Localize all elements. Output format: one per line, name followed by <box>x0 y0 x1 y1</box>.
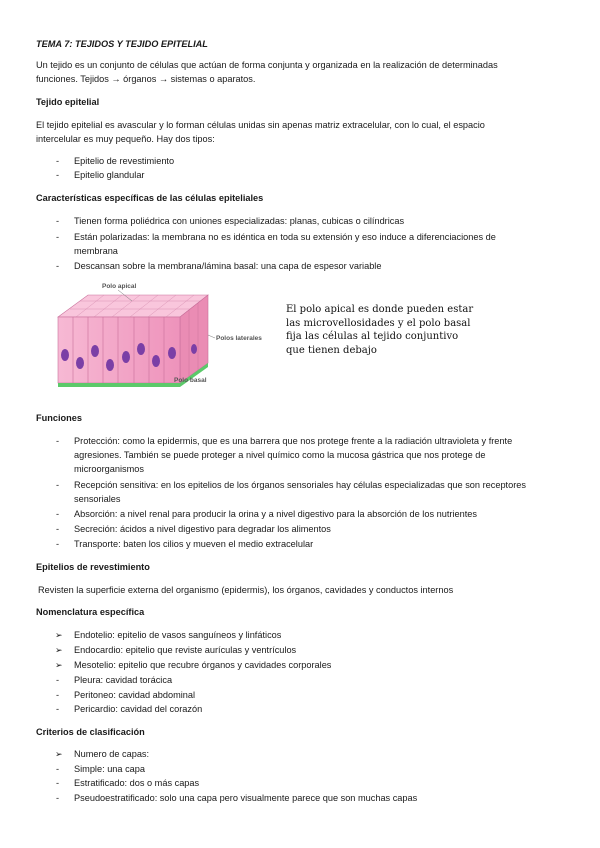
list-dash: - <box>56 539 60 549</box>
caption-line: que tienen debajo <box>286 344 377 356</box>
list-item: Transporte: baten los cilios y mueven el medio extracelular <box>74 539 314 549</box>
list-dash: - <box>56 690 60 700</box>
list-item: Descansan sobre la membrana/lámina basal: una capa de espesor variable <box>74 261 382 271</box>
label-polo-apical: Polo apical <box>102 283 137 290</box>
list-item: Estratificado: dos o más capas <box>74 778 200 788</box>
intro-line-2: funciones. Tejidos → órganos → sistemas o aparatos. <box>36 74 256 84</box>
list-item: Recepción sensitiva: en los epitelios de los órganos sensoriales hay células especializadas que son receptores <box>74 480 526 490</box>
list-dash: - <box>56 156 60 166</box>
list-item: Peritoneo: cavidad abdominal <box>74 690 196 700</box>
list-dash: - <box>56 764 60 774</box>
list-item-continuation: sensoriales <box>74 494 121 504</box>
arrow-bullet-icon: ➢ <box>55 660 63 670</box>
list-item: Secreción: ácidos a nivel digestivo para degradar los alimentos <box>74 524 331 534</box>
list-item: Mesotelio: epitelio que recubre órganos y cavidades corporales <box>74 660 332 670</box>
document-title: TEMA 7: TEJIDOS Y TEJIDO EPITELIAL <box>36 39 208 49</box>
list-item: Pericardio: cavidad del corazón <box>74 704 203 714</box>
section-heading-functions: Funciones <box>36 413 82 423</box>
list-item: Epitelio de revestimiento <box>74 156 175 166</box>
arrow-bullet-icon: ➢ <box>55 630 63 640</box>
list-item: Tienen forma poliédrica con uniones especializadas: planas, cubicas o cilíndricas <box>74 216 405 226</box>
list-dash: - <box>56 436 60 446</box>
list-item-continuation: microorganismos <box>74 464 144 474</box>
caption-line: fija las células al tejido conjuntivo <box>286 331 459 342</box>
list-dash: - <box>56 675 60 685</box>
label-polos-laterales: Polos laterales <box>216 335 262 342</box>
list-item: Pseudoestratificado: solo una capa pero visualmente parece que son muchas capas <box>74 793 418 803</box>
list-item: Están polarizadas: la membrana no es idéntica en toda su extensión y eso induce a diferenciaciones de <box>74 232 496 242</box>
list-dash: - <box>56 216 60 226</box>
section-heading-classification: Criterios de clasificación <box>36 727 145 737</box>
list-dash: - <box>56 170 60 180</box>
list-item-continuation: agresiones. También se puede proteger a nivel químico como la mucosa gástrica que nos protege de <box>74 450 486 460</box>
epithelial-paragraph-line-1: El tejido epitelial es avascular y lo forman células unidas sin apenas matriz extracelular, con lo cual, el espacio <box>36 120 485 130</box>
list-dash: - <box>56 778 60 788</box>
epithelium-illustration <box>48 279 278 391</box>
list-item: Simple: una capa <box>74 764 145 774</box>
list-dash: - <box>56 480 60 490</box>
list-dash: - <box>56 261 60 271</box>
list-item: Protección: como la epidermis, que es una barrera que nos protege frente a la radiación ultravioleta y frente <box>74 436 513 446</box>
list-dash: - <box>56 232 60 242</box>
list-item: Endocardio: epitelio que reviste aurículas y ventrículos <box>74 645 297 655</box>
section-heading-nomenclature: Nomenclatura específica <box>36 607 145 617</box>
list-item: Epitelio glandular <box>74 170 145 180</box>
list-item-continuation: membrana <box>74 246 118 256</box>
front-surface <box>58 317 180 383</box>
list-dash: - <box>56 524 60 534</box>
list-dash: - <box>56 793 60 803</box>
list-dash: - <box>56 509 60 519</box>
figure-caption <box>286 303 486 357</box>
list-item: Endotelio: epitelio de vasos sanguíneos y linfáticos <box>74 630 282 640</box>
arrow-bullet-icon: ➢ <box>55 749 63 759</box>
caption-line: las microvellosidades y el polo basal <box>286 317 471 329</box>
section-heading-characteristics: Características específicas de las células epiteliales <box>36 193 264 203</box>
lining-text: Revisten la superficie externa del organismo (epidermis), los órganos, cavidades y conductos internos <box>38 585 454 595</box>
section-heading-epithelial: Tejido epitelial <box>36 97 100 107</box>
arrow-bullet-icon: ➢ <box>55 645 63 655</box>
list-item: Pleura: cavidad torácica <box>74 675 173 685</box>
list-dash: - <box>56 704 60 714</box>
list-item: Absorción: a nivel renal para producir la orina y a nivel digestivo para la absorción de los nutrientes <box>74 509 477 519</box>
epithelial-paragraph-line-2: intercelular es muy pequeño. Hay dos tipos: <box>36 134 215 144</box>
intro-line-1: Un tejido es un conjunto de células que actúan de forma conjunta y organizada en la realización de determinadas <box>36 60 498 70</box>
section-heading-lining: Epitelios de revestimiento <box>36 562 150 572</box>
label-polo-basal: Polo basal <box>174 377 207 384</box>
list-item: Numero de capas: <box>74 749 150 759</box>
caption-line: El polo apical es donde pueden estar <box>286 304 474 315</box>
